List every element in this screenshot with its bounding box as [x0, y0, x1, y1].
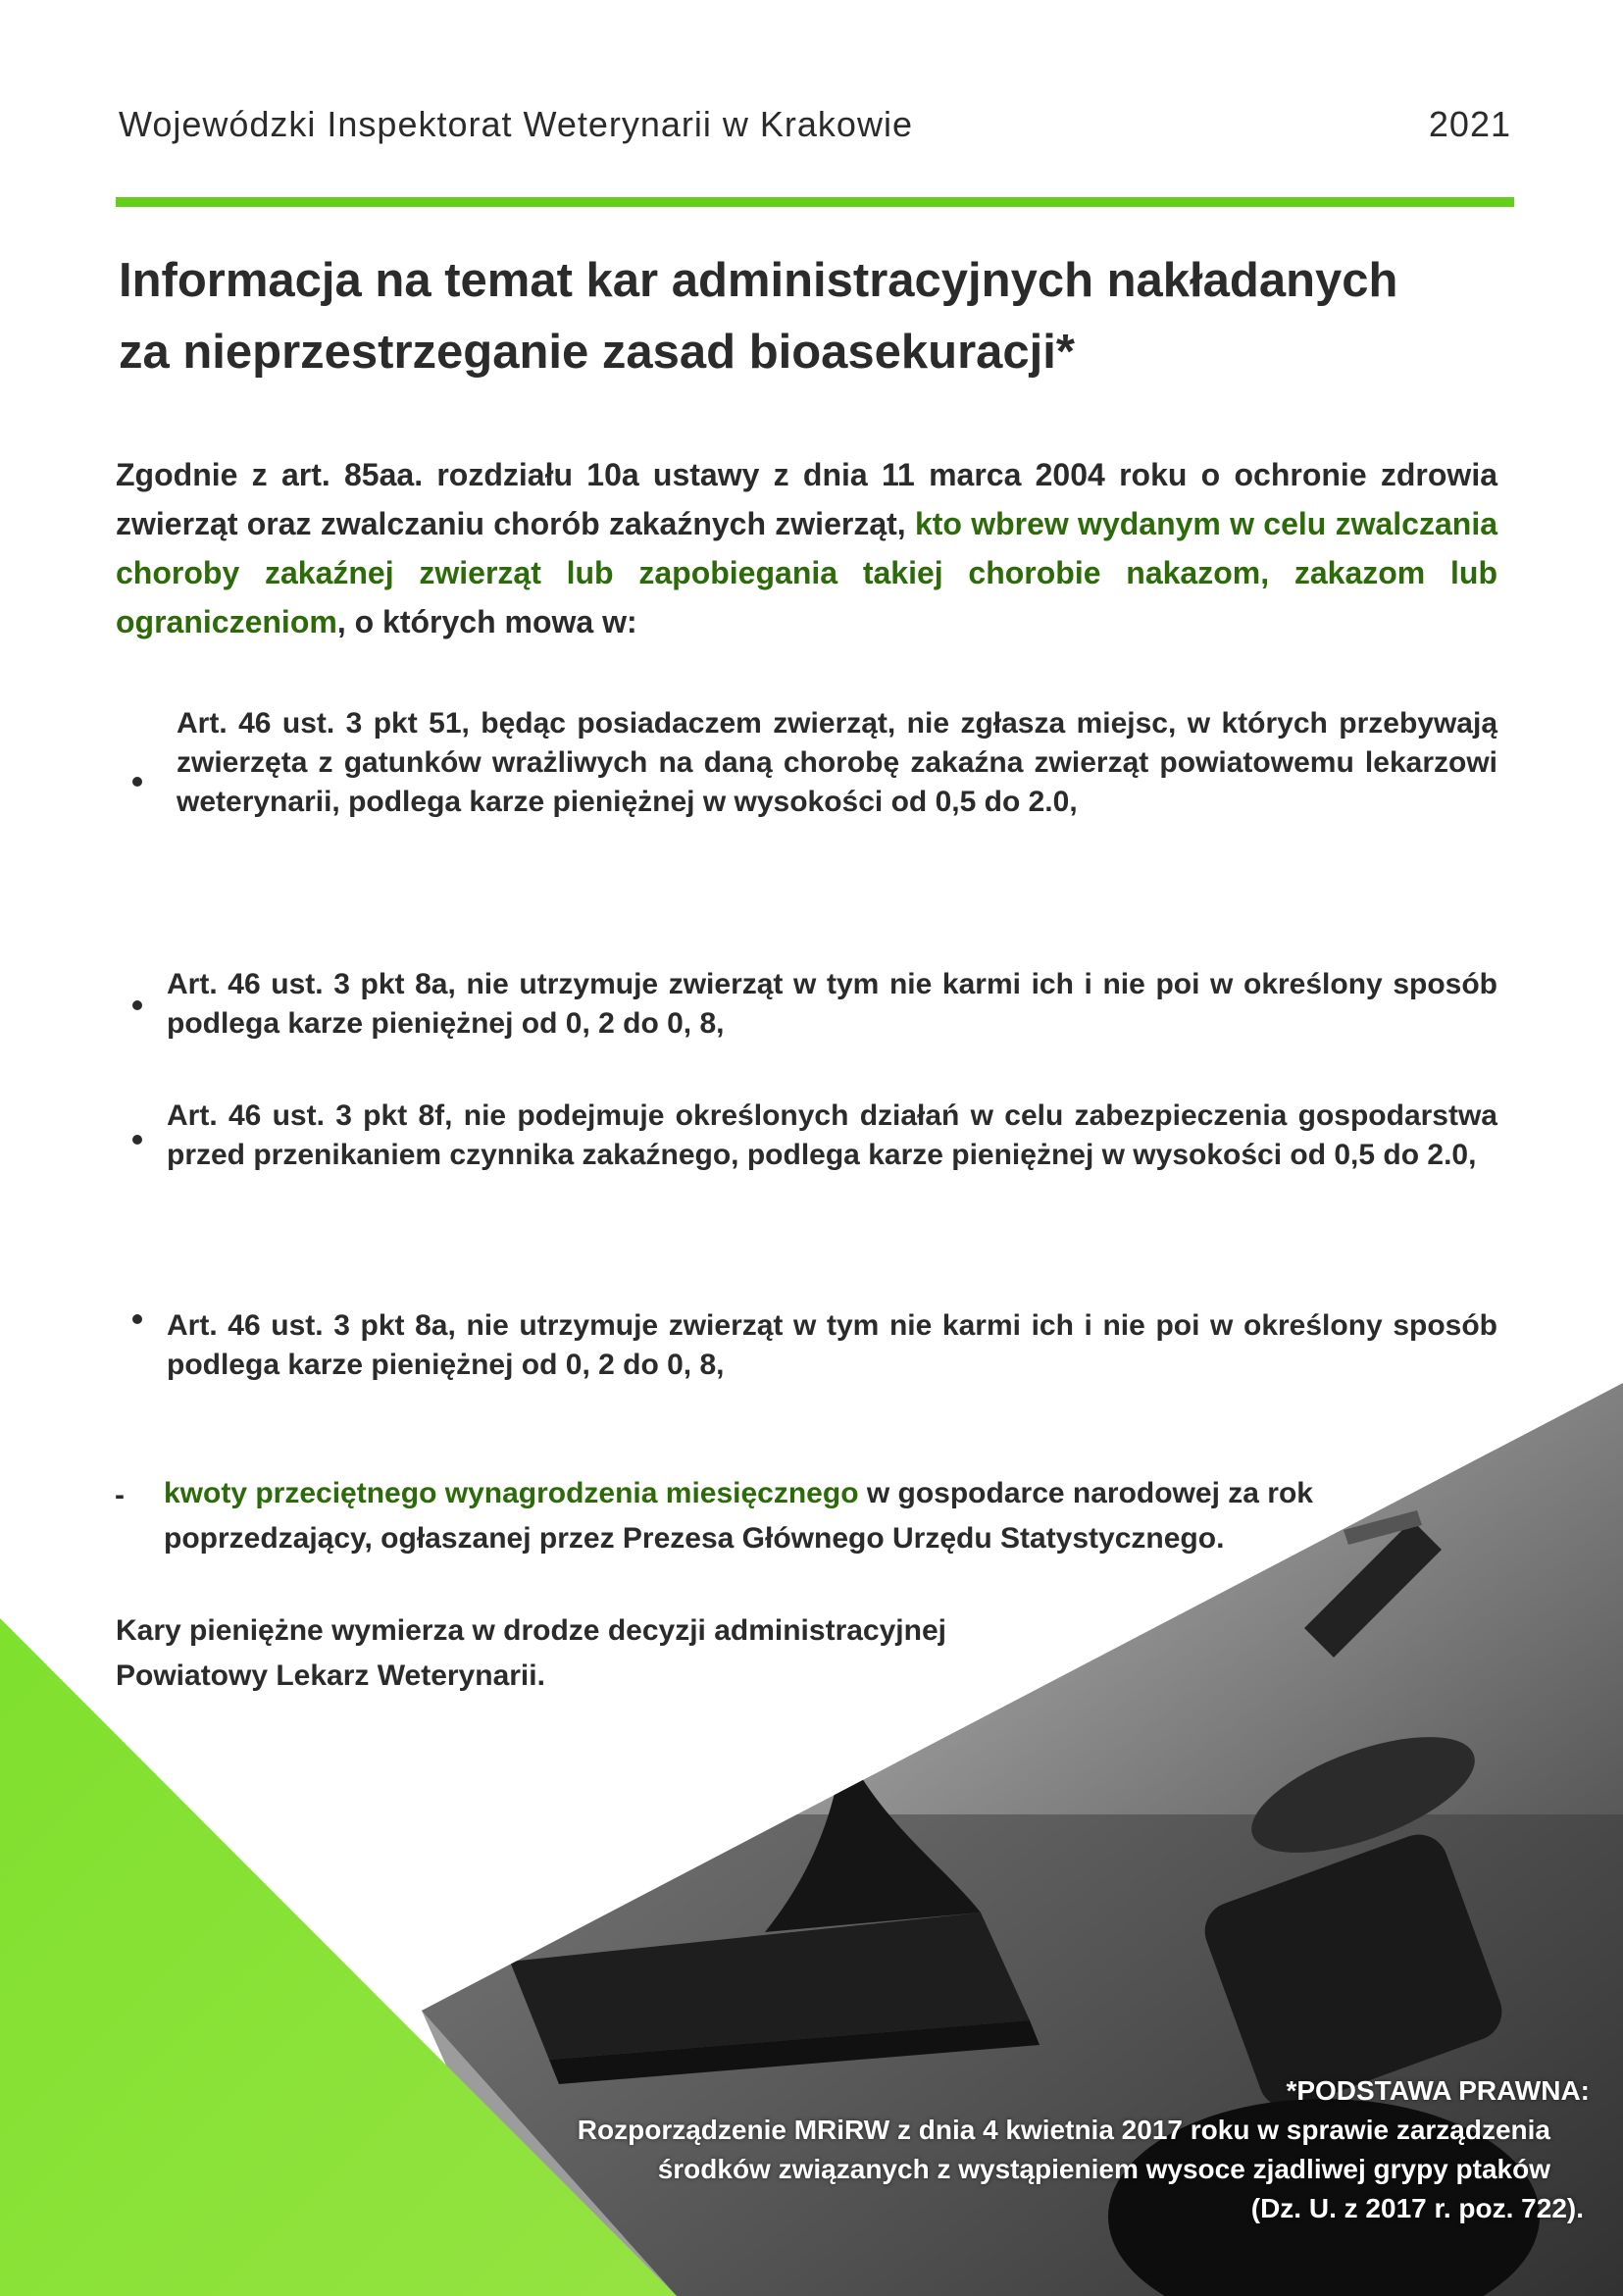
salary-note-tail: w gospodarce narodowej za rok poprzedzający, ogłaszanej przez Prezesa Głównego Urzędu Statystycznego. [164, 1477, 1313, 1555]
legal-basis-line-1: Rozporządzenie MRiRW z dnia 4 kwietnia 2017 roku w sprawie zarządzenia [577, 2115, 1550, 2145]
list-item-text: Art. 46 ust. 3 pkt 51, będąc posiadaczem zwierząt, nie zgłasza miejsc, w których przebywają zwierzęta z gatunków wrażliwych na daną chorobę zakaźna zwierząt powiatowemu lekarzowi weterynarii, podlega karze pieniężnej w wysokości od 0,5 do 2.0, [177, 707, 1497, 818]
list-item-text: Art. 46 ust. 3 pkt 8a, nie utrzymuje zwierząt w tym nie karmi ich i nie poi w określony sposób podlega karze pieniężnej od 0, 2 do 0, 8, [167, 968, 1497, 1040]
bullet-icon [132, 1135, 142, 1145]
penalty-note-line-2: Powiatowy Lekarz Weterynarii. [116, 1659, 545, 1692]
legal-basis-line-2: środków związanych z wystąpieniem wysoce zjadliwej grypy ptaków [657, 2154, 1550, 2184]
legal-basis-heading: *PODSTAWA PRAWNA: [1286, 2075, 1590, 2106]
list-item-text: Art. 46 ust. 3 pkt 8a, nie utrzymuje zwierząt w tym nie karmi ich i nie poi w określony sposób podlega karze pieniężnej od 0, 2 do 0, 8, [167, 1309, 1497, 1381]
intro-highlight: kto wbrew wydanym w celu zwalczania choroby zakaźnej zwierząt lub zapobiegania takiej chorobie nakazom, zakazom lub ograniczeniom [116, 506, 1498, 639]
penalty-note-line-1: Kary pieniężne wymierza w drodze decyzji administracyjnej [116, 1614, 946, 1647]
header-divider [116, 197, 1514, 207]
intro-tail: , o których mowa w: [336, 604, 637, 639]
bullet-icon [132, 777, 142, 787]
legal-basis-line-3: (Dz. U. z 2017 r. poz. 722). [1250, 2193, 1584, 2223]
legal-basis [413, 2071, 1590, 2228]
dash-marker: - [115, 1479, 125, 1511]
bullet-icon [132, 1000, 142, 1010]
intro-lead: Zgodnie z art. 85aa. rozdziału 10a ustawy z dnia 11 marca 2004 roku o ochronie zdrowia zwierząt oraz zwalczaniu chorób zakaźnych zwierząt, [116, 457, 1497, 541]
intro-paragraph [116, 450, 1497, 646]
list-item-text: Art. 46 ust. 3 pkt 8f, nie podejmuje określonych działań w celu zabezpieczenia gospodarstwa przed przenikaniem czynnika zakaźnego, podlega karze pieniężnej w wysokości od 0,5 do 2.0, [167, 1099, 1497, 1171]
title-line-1: Informacja na temat kar administracyjnych nakładanych [119, 254, 1398, 307]
salary-note-text [164, 1471, 1439, 1561]
document-title [119, 245, 1521, 388]
document-year: 2021 [1428, 104, 1511, 144]
bullet-icon [132, 1314, 142, 1324]
title-line-2: za nieprzestrzeganie zasad bioasekuracji* [119, 326, 1075, 379]
organization-name: Wojewódzki Inspektorat Weterynarii w Krakowie [119, 104, 913, 144]
salary-note-highlight: kwoty przeciętnego wynagrodzenia miesięcznego [164, 1477, 859, 1509]
penalty-authority-note [116, 1608, 1096, 1699]
